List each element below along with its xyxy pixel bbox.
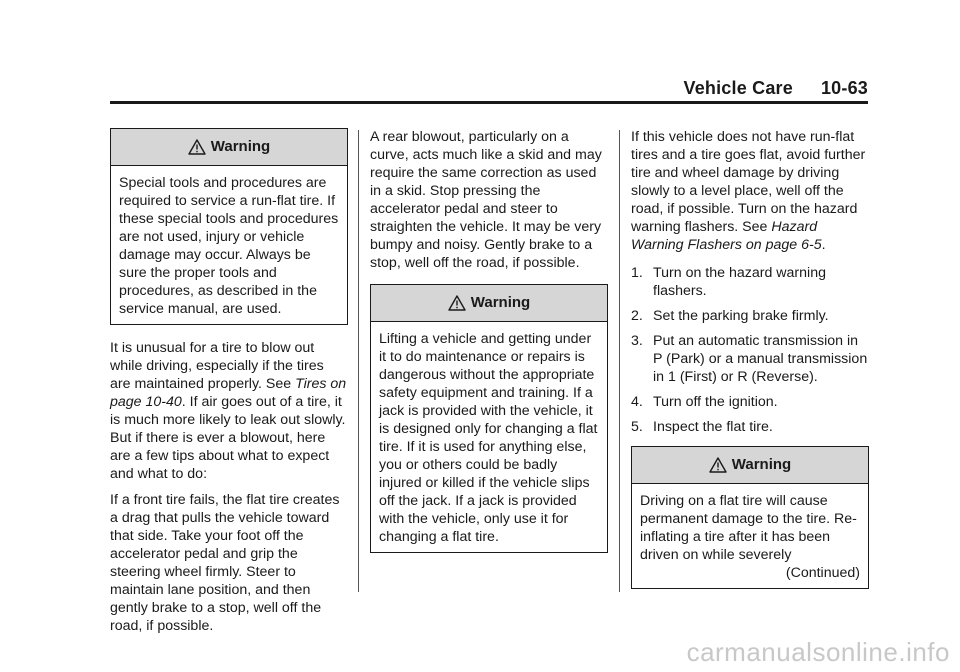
text-run: If this vehicle does not have run-flat tires and a tire goes flat, avoid further tire and wheel damage by driving slowly to a level place, well off the road, if possible. Turn on the hazard warning flashers. See [631, 129, 866, 235]
page-number: 10-63 [820, 78, 868, 98]
link-tires[interactable]: Tires on page 10-40 [110, 376, 347, 410]
warning-text: Lifting a vehicle and getting under it to do maintenance or repairs is dangerous without the appropriate safety equipment and training. If a jack is provided with the vehicle, it is designed only for changing a flat tire. If it is used for anything else, you or others could be badly injured or killed if the vehicle slips off the jack. If a jack is provided with the vehicle, only use it for changing a flat tire. [379, 331, 598, 545]
link-hazard-flashers[interactable]: Hazard Warning Flashers on page 6-5 [631, 219, 822, 253]
continued-label: (Continued) [785, 565, 860, 581]
paragraph-no-runflat [631, 128, 869, 254]
warning-triangle-icon [188, 139, 206, 155]
paragraph-front-tire: If a front tire fails, the flat tire creates a drag that pulls the vehicle toward that side. Take your foot off the accelerator pedal and grip the steering wheel firmly. Steer to maintain lane position, and then gently brake to a stop, well off the road, if possible. [110, 492, 340, 634]
step-text: Inspect the flat tire. [653, 419, 773, 435]
step-text: Turn on the hazard warning flashers. [653, 265, 826, 299]
warning-title: Warning [210, 138, 271, 155]
header-rule [110, 101, 868, 104]
step-number: 3. [631, 333, 643, 349]
list-item [631, 393, 869, 411]
warning-box-tools [110, 128, 348, 325]
warning-triangle-icon [709, 457, 727, 473]
warning-triangle-icon [448, 295, 466, 311]
paragraph-rear-blowout: A rear blowout, particularly on a curve, acts much like a skid and may require the same correction as used in a skid. Stop pressing the accelerator pedal and steer to straighten the vehicle. It may be very bumpy and noisy. Gently brake to a stop, well off the road, if possible. [370, 129, 602, 271]
list-item [631, 264, 869, 300]
watermark: carmanualsonline.info [686, 637, 950, 667]
paragraph-blowout [110, 339, 348, 483]
column-1 [110, 128, 348, 643]
step-number: 1. [631, 265, 643, 281]
column-divider-2 [619, 130, 620, 592]
list-item [631, 307, 869, 325]
list-item [631, 332, 869, 386]
warning-header [371, 285, 607, 322]
warning-text: Special tools and procedures are required to service a run-flat tire. If these special tools and procedures are not used, injury or vehicle damage may occur. Always be sure the proper tools and procedures, as described in the service manual, are used. [119, 175, 339, 317]
warning-header [632, 447, 868, 484]
page-header [0, 78, 868, 99]
column-3 [631, 128, 869, 603]
warning-body-text: Driving on a flat tire will cause permanent damage to the tire. Re-inflating a tire after it has been driven on while severely [640, 493, 857, 563]
step-text: Turn off the ignition. [653, 394, 778, 410]
column-2 [370, 128, 608, 567]
text-run: It is unusual for a tire to blow out while driving, especially if the tires are maintained properly. See [110, 340, 324, 392]
step-number: 4. [631, 394, 643, 410]
steps-list [631, 264, 869, 436]
list-item [631, 418, 869, 436]
warning-box-jack [370, 284, 608, 553]
text-run: . If air goes out of a tire, it is much more likely to leak out slowly. But if there is ever a blowout, here are a few tips about what to expect and what to do: [110, 394, 346, 482]
step-text: Put an automatic transmission in P (Park) or a manual transmission in 1 (First) or R (Reverse). [653, 333, 868, 385]
step-number: 5. [631, 419, 643, 435]
column-divider-1 [358, 130, 359, 592]
step-number: 2. [631, 308, 643, 324]
warning-header [111, 129, 347, 166]
warning-title: Warning [470, 294, 531, 311]
warning-box-flat-tire [631, 446, 869, 589]
step-text: Set the parking brake firmly. [653, 308, 829, 324]
warning-title: Warning [731, 456, 792, 473]
text-run: . [821, 237, 826, 253]
warning-text [632, 484, 868, 588]
section-title: Vehicle Care [683, 78, 793, 98]
